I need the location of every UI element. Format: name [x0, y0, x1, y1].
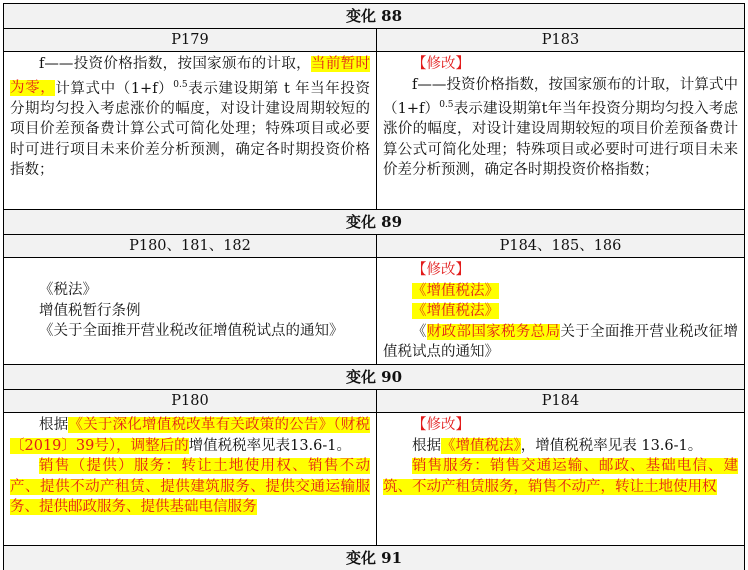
line: 增值税暂行条例: [39, 302, 141, 319]
section-title: 变化 90: [4, 365, 744, 389]
section-title: 变化 91: [4, 546, 744, 570]
text: ，增值税税率见表 13.6-1。: [520, 437, 703, 454]
highlighted-text: 《增值税法》: [412, 303, 499, 319]
highlighted-text: 销售（提供）服务：转让土地使用权、销售不动产、提供不动产租赁、提供建筑服务、提供交通运输服务、提供邮政服务、提供基础电信服务: [10, 458, 370, 515]
new-text: [377, 413, 744, 545]
new-page-ref: P183: [377, 29, 744, 51]
revision-tag: 【修改】: [412, 262, 470, 278]
superscript: 0.5: [439, 100, 454, 110]
text: 计算式中（1+f）: [55, 80, 174, 97]
section-90-header: [3, 364, 745, 389]
text: 表示建设期第 t 年当年投资分期均匀投入考虑涨价的幅度，对设计建设周期较短的项目价差预备费计算公式可简化处理；特殊项目或必要时可进行项目未来价差分析预测，确定各时期投资价格指数；: [10, 80, 370, 179]
section-89-page-row: [3, 234, 745, 257]
revision-tag: 【修改】: [412, 417, 470, 433]
old-page-ref: P179: [4, 29, 377, 51]
section-89-header: [3, 209, 745, 234]
old-text: [4, 258, 377, 364]
highlighted-text: 财政部国家税务总局: [426, 323, 561, 340]
comparison-table: [3, 3, 745, 570]
section-89-content-row: [3, 257, 745, 364]
section-91-header: [3, 545, 745, 570]
highlighted-text: 《增值税法》: [412, 282, 499, 299]
section-90-page-row: [3, 389, 745, 412]
section-title: 变化 88: [4, 4, 744, 28]
highlighted-text: 销售服务：销售交通运输、邮政、基础电信、建筑、不动产租赁服务，销售不动产，转让土地使用权: [383, 458, 738, 495]
text: f——投资价格指数，按国家颁布的计取，: [39, 56, 311, 72]
text: 根据: [412, 437, 441, 454]
old-text: [4, 413, 377, 545]
old-text: [4, 52, 377, 209]
old-page-ref: P180、181、182: [4, 235, 377, 257]
line: 《税法》: [39, 282, 97, 298]
superscript: 0.5: [173, 79, 188, 90]
section-88-header: [3, 3, 745, 28]
section-90-content-row: [3, 412, 745, 545]
new-text: [377, 258, 744, 364]
text: 根据: [39, 417, 69, 433]
new-page-ref: P184、185、186: [377, 235, 744, 257]
revision-tag: 【修改】: [412, 56, 470, 72]
line: 《关于全面推开营业税改征增值税试点的通知》: [39, 323, 344, 339]
highlighted-text: 《关于深化增值税改革有关政策的公告》（财税〔2019〕39号），调整后的: [10, 417, 371, 454]
highlighted-text: 《增值税法》: [441, 437, 521, 454]
text: 增值税税率见表13.6-1。: [188, 437, 352, 454]
highlighted-text: 当前暂时为零，: [10, 56, 370, 97]
section-88-content-row: [3, 51, 745, 209]
old-page-ref: P180: [4, 390, 377, 412]
text: 关于全面推开营业税改征增值税试点的通知》: [383, 323, 739, 360]
text: 《: [412, 323, 427, 340]
section-title: 变化 89: [4, 210, 744, 234]
text: f——投资价格指数，按国家颁布的计取，计算式中（1+f）: [383, 76, 738, 117]
section-88-page-row: [3, 28, 745, 51]
new-page-ref: P184: [377, 390, 744, 412]
new-text: [377, 52, 744, 209]
text: 表示建设期第t年当年投资分期均匀投入考虑涨价的幅度，对设计建设周期较短的项目价差预备费计算公式可简化处理；特殊项目或必要时可进行项目未来价差分析预测，确定各时期投资价格指数；: [383, 100, 738, 179]
